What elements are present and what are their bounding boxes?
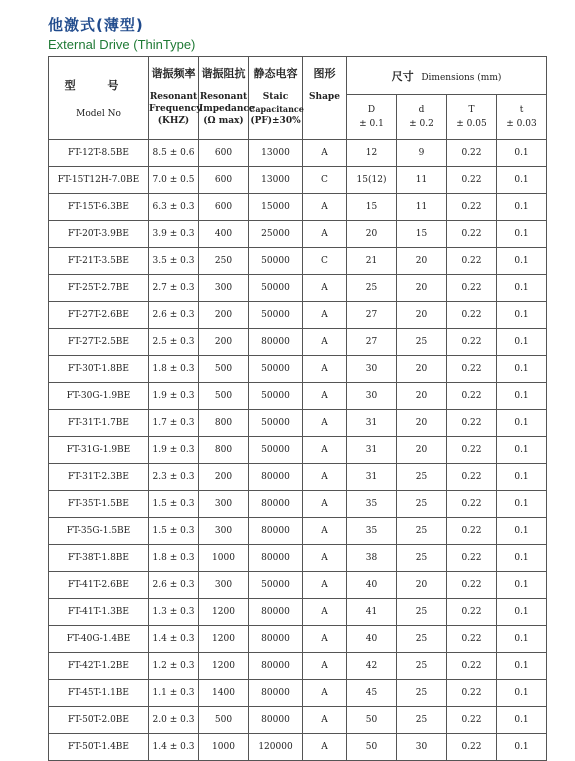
dim-d-cell: 30 <box>397 734 447 761</box>
shape-cell: A <box>303 221 347 248</box>
shape-header: 图形 Shape <box>303 57 347 140</box>
frequency-cell: 1.4 ± 0.3 <box>149 734 199 761</box>
frequency-cell: 1.8 ± 0.3 <box>149 545 199 572</box>
dim-d-cell: 25 <box>397 545 447 572</box>
impedance-cell: 1400 <box>199 680 249 707</box>
impedance-cell: 800 <box>199 410 249 437</box>
frequency-cell: 1.3 ± 0.3 <box>149 599 199 626</box>
shape-cell: A <box>303 653 347 680</box>
impedance-cell: 1200 <box>199 653 249 680</box>
dim-T-cell: 0.22 <box>447 545 497 572</box>
model-cell: FT-31T-2.3BE <box>49 464 149 491</box>
dim-D-header: D ± 0.1 <box>347 95 397 140</box>
shape-cell: A <box>303 383 347 410</box>
frequency-cell: 7.0 ± 0.5 <box>149 167 199 194</box>
model-cell: FT-25T-2.7BE <box>49 275 149 302</box>
capacitance-cell: 80000 <box>249 680 303 707</box>
table-row <box>49 545 547 572</box>
dim-d-cell: 25 <box>397 464 447 491</box>
dim-D-cell: 25 <box>347 275 397 302</box>
shape-cell: A <box>303 329 347 356</box>
dim-d-cell: 25 <box>397 680 447 707</box>
shape-cell: A <box>303 518 347 545</box>
dim-d-cell: 20 <box>397 410 447 437</box>
dim-D-cell: 15 <box>347 194 397 221</box>
shape-cell: A <box>303 275 347 302</box>
model-cell: FT-30G-1.9BE <box>49 383 149 410</box>
dim-D-cell: 15(12) <box>347 167 397 194</box>
dim-t-cell: 0.1 <box>497 464 547 491</box>
frequency-cell: 1.9 ± 0.3 <box>149 437 199 464</box>
impedance-cell: 1000 <box>199 545 249 572</box>
capacitance-cell: 80000 <box>249 464 303 491</box>
dim-D-cell: 42 <box>347 653 397 680</box>
dim-d-cell: 9 <box>397 140 447 167</box>
dim-T-cell: 0.22 <box>447 356 497 383</box>
dim-t-cell: 0.1 <box>497 734 547 761</box>
dim-T-cell: 0.22 <box>447 734 497 761</box>
dim-T-cell: 0.22 <box>447 302 497 329</box>
model-cell: FT-21T-3.5BE <box>49 248 149 275</box>
shape-cell: A <box>303 680 347 707</box>
dim-D-cell: 45 <box>347 680 397 707</box>
dim-T-cell: 0.22 <box>447 653 497 680</box>
capacitance-cell: 80000 <box>249 653 303 680</box>
frequency-cell: 2.0 ± 0.3 <box>149 707 199 734</box>
capacitance-cell: 50000 <box>249 383 303 410</box>
impedance-cell: 1200 <box>199 626 249 653</box>
impedance-cell: 500 <box>199 356 249 383</box>
impedance-cell: 800 <box>199 437 249 464</box>
table-row <box>49 572 547 599</box>
impedance-cell: 200 <box>199 464 249 491</box>
dim-d-cell: 20 <box>397 248 447 275</box>
dim-D-cell: 40 <box>347 572 397 599</box>
table-row <box>49 734 547 761</box>
dim-t-cell: 0.1 <box>497 626 547 653</box>
dim-D-cell: 30 <box>347 356 397 383</box>
capacitance-cell: 50000 <box>249 275 303 302</box>
dim-D-cell: 27 <box>347 329 397 356</box>
dimensions-header: 尺寸 Dimensions (mm) <box>347 57 547 95</box>
capacitance-cell: 13000 <box>249 167 303 194</box>
dim-T-cell: 0.22 <box>447 329 497 356</box>
dim-T-cell: 0.22 <box>447 221 497 248</box>
table-row <box>49 248 547 275</box>
capacitance-cell: 50000 <box>249 572 303 599</box>
dim-D-cell: 12 <box>347 140 397 167</box>
dim-D-cell: 31 <box>347 464 397 491</box>
capacitance-cell: 50000 <box>249 356 303 383</box>
dim-t-cell: 0.1 <box>497 194 547 221</box>
dim-d-header: d ± 0.2 <box>397 95 447 140</box>
shape-cell: C <box>303 167 347 194</box>
capacitance-cell: 80000 <box>249 329 303 356</box>
dim-d-cell: 20 <box>397 275 447 302</box>
dim-d-cell: 20 <box>397 383 447 410</box>
dim-T-cell: 0.22 <box>447 410 497 437</box>
dim-d-cell: 20 <box>397 302 447 329</box>
dim-d-cell: 25 <box>397 653 447 680</box>
page-title: 他激式(薄型) <box>48 16 144 34</box>
capacitance-cell: 80000 <box>249 545 303 572</box>
impedance-cell: 600 <box>199 167 249 194</box>
page-subtitle: External Drive (ThinType) <box>48 37 196 52</box>
table-row <box>49 464 547 491</box>
impedance-cell: 600 <box>199 194 249 221</box>
table-row <box>49 194 547 221</box>
shape-cell: A <box>303 734 347 761</box>
dim-D-cell: 20 <box>347 221 397 248</box>
table-row <box>49 275 547 302</box>
dim-T-cell: 0.22 <box>447 464 497 491</box>
model-cell: FT-41T-1.3BE <box>49 599 149 626</box>
dim-t-cell: 0.1 <box>497 680 547 707</box>
dim-t-cell: 0.1 <box>497 437 547 464</box>
model-header: 型 号 Model No <box>49 57 149 140</box>
dim-T-cell: 0.22 <box>447 167 497 194</box>
model-cell: FT-50T-2.0BE <box>49 707 149 734</box>
impedance-cell: 250 <box>199 248 249 275</box>
impedance-header: 谐振阻抗 Resonant Impedance (Ω max) <box>199 57 249 140</box>
table-row <box>49 356 547 383</box>
table-row <box>49 221 547 248</box>
capacitance-cell: 80000 <box>249 707 303 734</box>
dim-d-cell: 25 <box>397 329 447 356</box>
frequency-cell: 8.5 ± 0.6 <box>149 140 199 167</box>
shape-cell: A <box>303 140 347 167</box>
dim-D-cell: 35 <box>347 491 397 518</box>
capacitance-cell: 80000 <box>249 518 303 545</box>
frequency-cell: 1.7 ± 0.3 <box>149 410 199 437</box>
dim-d-cell: 20 <box>397 356 447 383</box>
shape-cell: A <box>303 464 347 491</box>
dim-D-cell: 21 <box>347 248 397 275</box>
table-row <box>49 410 547 437</box>
dim-t-cell: 0.1 <box>497 653 547 680</box>
dim-T-cell: 0.22 <box>447 248 497 275</box>
table-row <box>49 653 547 680</box>
dim-d-cell: 20 <box>397 572 447 599</box>
frequency-cell: 6.3 ± 0.3 <box>149 194 199 221</box>
dim-d-cell: 20 <box>397 437 447 464</box>
capacitance-cell: 50000 <box>249 302 303 329</box>
table-row <box>49 626 547 653</box>
frequency-cell: 2.3 ± 0.3 <box>149 464 199 491</box>
impedance-cell: 500 <box>199 383 249 410</box>
model-cell: FT-35T-1.5BE <box>49 491 149 518</box>
model-cell: FT-27T-2.6BE <box>49 302 149 329</box>
dim-D-cell: 41 <box>347 599 397 626</box>
frequency-cell: 1.8 ± 0.3 <box>149 356 199 383</box>
table-row <box>49 140 547 167</box>
dim-T-cell: 0.22 <box>447 680 497 707</box>
model-cell: FT-35G-1.5BE <box>49 518 149 545</box>
frequency-cell: 2.6 ± 0.3 <box>149 572 199 599</box>
dim-D-cell: 50 <box>347 734 397 761</box>
dim-D-cell: 38 <box>347 545 397 572</box>
model-cell: FT-38T-1.8BE <box>49 545 149 572</box>
frequency-cell: 1.5 ± 0.3 <box>149 518 199 545</box>
dim-t-cell: 0.1 <box>497 383 547 410</box>
dim-T-header: T ± 0.05 <box>447 95 497 140</box>
frequency-cell: 1.2 ± 0.3 <box>149 653 199 680</box>
model-cell: FT-41T-2.6BE <box>49 572 149 599</box>
capacitance-cell: 120000 <box>249 734 303 761</box>
table-row <box>49 302 547 329</box>
impedance-cell: 300 <box>199 518 249 545</box>
table-row <box>49 599 547 626</box>
dim-D-cell: 30 <box>347 383 397 410</box>
capacitance-cell: 15000 <box>249 194 303 221</box>
shape-cell: A <box>303 302 347 329</box>
dim-T-cell: 0.22 <box>447 518 497 545</box>
capacitance-cell: 50000 <box>249 410 303 437</box>
dim-t-cell: 0.1 <box>497 167 547 194</box>
dim-d-cell: 15 <box>397 221 447 248</box>
dim-D-cell: 50 <box>347 707 397 734</box>
model-cell: FT-40G-1.4BE <box>49 626 149 653</box>
dim-T-cell: 0.22 <box>447 572 497 599</box>
impedance-cell: 200 <box>199 302 249 329</box>
frequency-cell: 2.7 ± 0.3 <box>149 275 199 302</box>
table-row <box>49 491 547 518</box>
impedance-cell: 600 <box>199 140 249 167</box>
dim-d-cell: 11 <box>397 194 447 221</box>
shape-cell: A <box>303 356 347 383</box>
dim-D-cell: 35 <box>347 518 397 545</box>
model-cell: FT-12T-8.5BE <box>49 140 149 167</box>
dim-t-cell: 0.1 <box>497 356 547 383</box>
model-cell: FT-15T12H-7.0BE <box>49 167 149 194</box>
capacitance-cell: 13000 <box>249 140 303 167</box>
spec-table <box>48 56 547 761</box>
dim-T-cell: 0.22 <box>447 437 497 464</box>
shape-cell: A <box>303 545 347 572</box>
dim-d-cell: 25 <box>397 707 447 734</box>
dim-T-cell: 0.22 <box>447 140 497 167</box>
impedance-cell: 300 <box>199 491 249 518</box>
table-row <box>49 680 547 707</box>
table-row <box>49 437 547 464</box>
impedance-cell: 1000 <box>199 734 249 761</box>
frequency-cell: 1.9 ± 0.3 <box>149 383 199 410</box>
dim-T-cell: 0.22 <box>447 491 497 518</box>
dim-d-cell: 25 <box>397 626 447 653</box>
dim-D-cell: 40 <box>347 626 397 653</box>
dim-D-cell: 31 <box>347 410 397 437</box>
impedance-cell: 1200 <box>199 599 249 626</box>
impedance-cell: 500 <box>199 707 249 734</box>
shape-cell: A <box>303 410 347 437</box>
model-cell: FT-31T-1.7BE <box>49 410 149 437</box>
shape-cell: A <box>303 491 347 518</box>
table-body <box>49 140 547 761</box>
dim-T-cell: 0.22 <box>447 707 497 734</box>
table-row <box>49 329 547 356</box>
dim-t-cell: 0.1 <box>497 545 547 572</box>
impedance-cell: 300 <box>199 275 249 302</box>
capacitance-cell: 25000 <box>249 221 303 248</box>
dim-D-cell: 31 <box>347 437 397 464</box>
dim-T-cell: 0.22 <box>447 626 497 653</box>
dim-t-header: t ± 0.03 <box>497 95 547 140</box>
model-cell: FT-50T-1.4BE <box>49 734 149 761</box>
model-cell: FT-31G-1.9BE <box>49 437 149 464</box>
frequency-cell: 1.5 ± 0.3 <box>149 491 199 518</box>
model-cell: FT-15T-6.3BE <box>49 194 149 221</box>
dim-t-cell: 0.1 <box>497 275 547 302</box>
model-cell: FT-30T-1.8BE <box>49 356 149 383</box>
shape-cell: A <box>303 626 347 653</box>
impedance-cell: 300 <box>199 572 249 599</box>
capacitance-cell: 80000 <box>249 491 303 518</box>
table-row <box>49 707 547 734</box>
dim-t-cell: 0.1 <box>497 518 547 545</box>
dim-t-cell: 0.1 <box>497 572 547 599</box>
model-cell: FT-27T-2.5BE <box>49 329 149 356</box>
frequency-cell: 3.9 ± 0.3 <box>149 221 199 248</box>
dim-t-cell: 0.1 <box>497 248 547 275</box>
frequency-cell: 3.5 ± 0.3 <box>149 248 199 275</box>
dim-t-cell: 0.1 <box>497 329 547 356</box>
shape-cell: A <box>303 707 347 734</box>
dim-t-cell: 0.1 <box>497 221 547 248</box>
frequency-cell: 2.6 ± 0.3 <box>149 302 199 329</box>
dim-d-cell: 11 <box>397 167 447 194</box>
dim-t-cell: 0.1 <box>497 410 547 437</box>
dim-t-cell: 0.1 <box>497 491 547 518</box>
shape-cell: A <box>303 437 347 464</box>
dim-T-cell: 0.22 <box>447 599 497 626</box>
table-row <box>49 518 547 545</box>
dim-t-cell: 0.1 <box>497 599 547 626</box>
capacitance-cell: 80000 <box>249 599 303 626</box>
table-row <box>49 383 547 410</box>
capacitance-cell: 50000 <box>249 437 303 464</box>
impedance-cell: 400 <box>199 221 249 248</box>
frequency-cell: 2.5 ± 0.3 <box>149 329 199 356</box>
dim-d-cell: 25 <box>397 518 447 545</box>
dim-t-cell: 0.1 <box>497 707 547 734</box>
dim-T-cell: 0.22 <box>447 194 497 221</box>
model-cell: FT-20T-3.9BE <box>49 221 149 248</box>
model-cell: FT-45T-1.1BE <box>49 680 149 707</box>
dim-T-cell: 0.22 <box>447 275 497 302</box>
model-cell: FT-42T-1.2BE <box>49 653 149 680</box>
frequency-cell: 1.4 ± 0.3 <box>149 626 199 653</box>
shape-cell: A <box>303 194 347 221</box>
shape-cell: A <box>303 572 347 599</box>
frequency-cell: 1.1 ± 0.3 <box>149 680 199 707</box>
dim-t-cell: 0.1 <box>497 140 547 167</box>
capacitance-cell: 80000 <box>249 626 303 653</box>
frequency-header: 谐振频率 Resonant Frequency (KHZ) <box>149 57 199 140</box>
shape-cell: C <box>303 248 347 275</box>
dim-T-cell: 0.22 <box>447 383 497 410</box>
shape-cell: A <box>303 599 347 626</box>
impedance-cell: 200 <box>199 329 249 356</box>
capacitance-header: 静态电容 Staic Capacitance (PF)±30% <box>249 57 303 140</box>
dim-d-cell: 25 <box>397 491 447 518</box>
dim-d-cell: 25 <box>397 599 447 626</box>
dim-t-cell: 0.1 <box>497 302 547 329</box>
table-row <box>49 167 547 194</box>
capacitance-cell: 50000 <box>249 248 303 275</box>
dim-D-cell: 27 <box>347 302 397 329</box>
